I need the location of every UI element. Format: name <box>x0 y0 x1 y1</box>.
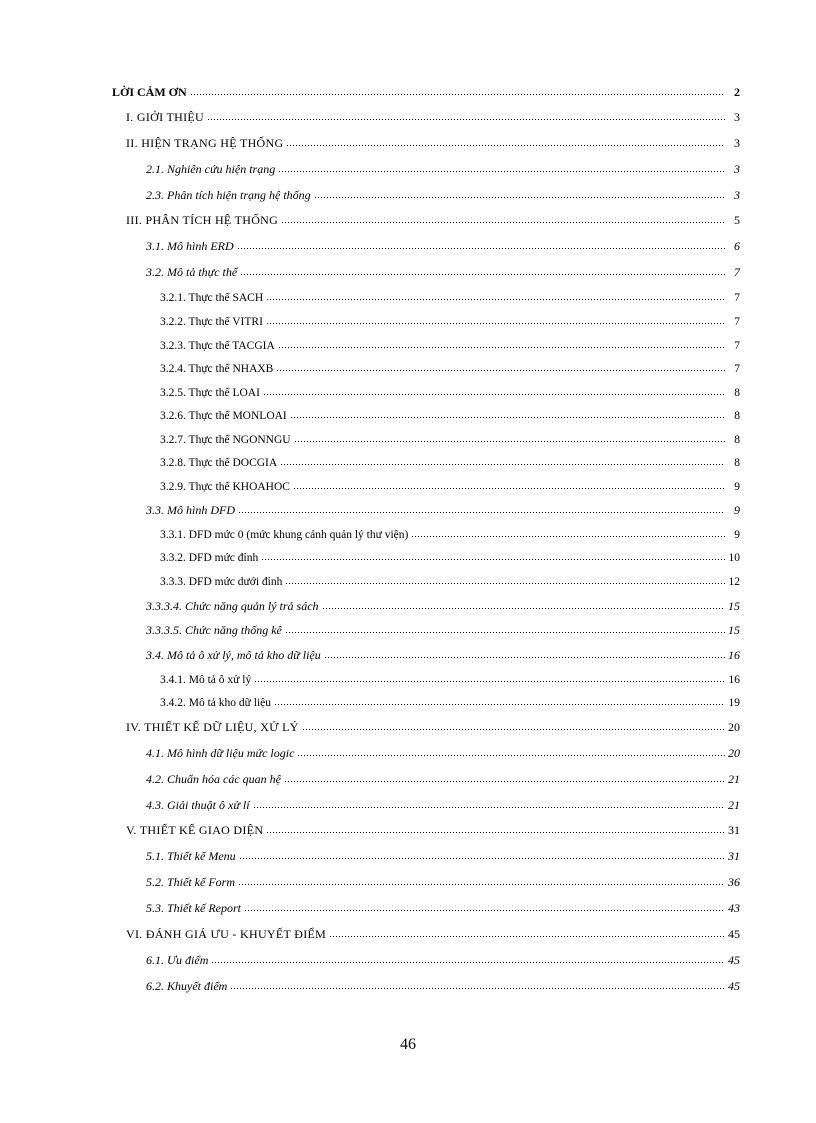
toc-entry-page: 7 <box>734 340 740 352</box>
dot-leader <box>324 648 725 660</box>
toc-entry-label: 3.3.3.4. Chức năng quản lý trả sách <box>146 599 319 613</box>
toc-entry-page: 19 <box>728 697 740 709</box>
toc-entry[interactable] <box>160 454 740 470</box>
toc-entry[interactable] <box>160 407 740 423</box>
toc-entry-page: 31 <box>728 823 740 837</box>
dot-leader <box>284 772 725 784</box>
toc-entry-label: LỜI CẢM ƠN <box>112 85 187 99</box>
toc-entry-label: II. HIỆN TRẠNG HỆ THỐNG <box>126 136 284 150</box>
toc-entry-label: 3.1. Mô hình ERD <box>146 239 234 253</box>
toc-entry-label: V. THIẾT KẾ GIAO DIỆN <box>126 823 264 837</box>
toc-entry-label: 3.2.9. Thực thể KHOAHOC <box>160 481 290 493</box>
dot-leader <box>230 979 725 991</box>
toc-entry[interactable] <box>126 719 740 734</box>
toc-entry[interactable] <box>126 109 740 124</box>
toc-entry-page: 9 <box>734 481 740 493</box>
toc-entry-page: 45 <box>728 979 740 993</box>
toc-entry[interactable] <box>160 478 740 494</box>
toc-entry-label: 3.3.1. DFD mức 0 (mức khung cảnh quản lý thư viện) <box>160 529 409 541</box>
toc-entry-label: 3.4.1. Mô tả ô xử lý <box>160 674 252 686</box>
dot-leader <box>207 110 725 122</box>
toc-entry[interactable] <box>126 212 740 227</box>
toc-entry[interactable] <box>146 797 740 812</box>
toc-entry-label: 3.2.2. Thực thể VITRI <box>160 316 263 328</box>
toc-entry-page: 45 <box>728 953 740 967</box>
dot-leader <box>276 361 725 373</box>
dot-leader <box>240 265 725 277</box>
toc-entry[interactable] <box>146 161 740 176</box>
toc-entry-page: 7 <box>734 316 740 328</box>
dot-leader <box>286 136 725 148</box>
toc-entry[interactable] <box>160 289 740 305</box>
toc-entry-page: 36 <box>728 875 740 889</box>
toc-entry[interactable] <box>146 745 740 760</box>
toc-entry[interactable] <box>146 502 740 517</box>
toc-entry-label: 6.2. Khuyết điểm <box>146 979 228 993</box>
toc-entry-page: 43 <box>728 901 740 915</box>
toc-entry-label: 3.4. Mô tả ô xử lý, mô tả kho dữ liệu <box>146 648 321 662</box>
dot-leader <box>266 314 725 326</box>
toc-entry-page: 3 <box>734 188 740 202</box>
dot-leader <box>290 408 725 420</box>
dot-leader <box>239 849 725 861</box>
toc-entry[interactable] <box>146 187 740 202</box>
toc-entry[interactable] <box>126 135 740 150</box>
dot-leader <box>190 85 725 97</box>
toc-entry[interactable] <box>160 313 740 329</box>
toc-entry[interactable] <box>146 900 740 915</box>
toc-entry-label: 3.2. Mô tả thực thể <box>146 265 238 279</box>
dot-leader <box>278 338 725 350</box>
toc-entry-label: 5.3. Thiết kế Report <box>146 901 241 915</box>
toc-entry-page: 3 <box>734 136 740 150</box>
toc-entry-page: 20 <box>728 720 740 734</box>
toc-entry-page: 10 <box>728 552 740 564</box>
dot-leader <box>294 432 725 444</box>
dot-leader <box>314 188 725 200</box>
toc-entry-page: 7 <box>734 363 740 375</box>
toc-entry-label: IV. THIẾT KẾ DỮ LIỆU, XỬ LÝ <box>126 720 299 734</box>
toc-entry-label: 3.3.3. DFD mức dưới đỉnh <box>160 576 283 588</box>
toc-entry-page: 12 <box>728 576 740 588</box>
toc-entry-label: 3.3.3.5. Chức năng thống kê <box>146 623 282 637</box>
toc-entry[interactable] <box>160 384 740 400</box>
toc-entry-page: 7 <box>734 292 740 304</box>
toc-entry-page: 3 <box>734 162 740 176</box>
toc-entry-label: 2.3. Phân tích hiện trạng hệ thống <box>146 188 311 202</box>
toc-entry[interactable] <box>146 622 740 637</box>
toc-entry-label: 3.2.6. Thực thể MONLOAI <box>160 410 287 422</box>
toc-entry[interactable] <box>146 598 740 613</box>
toc-entry[interactable] <box>126 822 740 837</box>
toc-entry[interactable] <box>146 874 740 889</box>
toc-entry-page: 8 <box>734 387 740 399</box>
toc-entry-label: 4.3. Giải thuật ô xử lí <box>146 798 250 812</box>
toc-entry-label: 3.3. Mô hình DFD <box>146 503 235 517</box>
toc-entry[interactable] <box>160 573 740 589</box>
dot-leader <box>244 901 725 913</box>
toc-entry-page: 5 <box>734 213 740 227</box>
dot-leader <box>238 503 725 515</box>
toc-entry-page: 20 <box>728 746 740 760</box>
dot-leader <box>254 672 725 684</box>
toc-entry-page: 8 <box>734 434 740 446</box>
dot-leader <box>285 623 725 635</box>
toc-entry-page: 9 <box>734 529 740 541</box>
toc-entry[interactable] <box>146 771 740 786</box>
toc-entry[interactable] <box>160 549 740 565</box>
toc-entry-label: VI. ĐÁNH GIÁ ƯU - KHUYẾT ĐIỂM <box>126 927 327 941</box>
dot-leader <box>253 798 725 810</box>
toc-entry-page: 7 <box>734 265 740 279</box>
toc-entry-label: 6.1. Ưu điểm <box>146 953 209 967</box>
dot-leader <box>211 953 725 965</box>
toc-entry-label: 3.2.4. Thực thể NHAXB <box>160 363 274 375</box>
toc-entry-label: 3.2.8. Thực thể DOCGIA <box>160 457 278 469</box>
toc-entry-page: 6 <box>734 239 740 253</box>
toc-entry[interactable] <box>160 337 740 353</box>
toc-entry-label: 3.2.7. Thực thể NGONNGU <box>160 434 291 446</box>
toc-entry-page: 8 <box>734 410 740 422</box>
dot-leader <box>297 746 725 758</box>
toc-entry-label: 4.2. Chuẩn hóa các quan hệ <box>146 772 281 786</box>
dot-leader <box>274 695 725 707</box>
toc-entry-label: 3.4.2. Mô tả kho dữ liệu <box>160 697 272 709</box>
toc-entry-label: 3.2.5. Thực thể LOAI <box>160 387 260 399</box>
toc-entry-page: 15 <box>728 599 740 613</box>
dot-leader <box>266 823 725 835</box>
toc-entry[interactable] <box>160 360 740 376</box>
toc-entry-label: 3.2.1. Thực thể SACH <box>160 292 264 304</box>
dot-leader <box>329 927 725 939</box>
dot-leader <box>280 455 725 467</box>
dot-leader <box>293 479 725 491</box>
toc-entry[interactable] <box>126 926 740 941</box>
toc-entry-page: 16 <box>728 648 740 662</box>
dot-leader <box>322 599 725 611</box>
toc-entry-label: III. PHÂN TÍCH HỆ THỐNG <box>126 213 279 227</box>
dot-leader <box>411 527 725 539</box>
dot-leader <box>237 239 725 251</box>
toc-entry-page: 45 <box>728 927 740 941</box>
dot-leader <box>263 385 725 397</box>
toc-entry[interactable] <box>146 978 740 993</box>
toc-entry-label: 5.2. Thiết kế Form <box>146 875 235 889</box>
toc-entry-label: 3.3.2. DFD mức đỉnh <box>160 552 259 564</box>
toc-entry-label: 2.1. Nghiên cứu hiện trạng <box>146 162 276 176</box>
dot-leader <box>285 574 725 586</box>
toc-entry-page: 21 <box>728 772 740 786</box>
toc-entry-page: 3 <box>734 110 740 124</box>
toc-entry-page: 9 <box>734 503 740 517</box>
dot-leader <box>302 720 725 732</box>
toc-entry[interactable] <box>146 238 740 253</box>
toc-entry-page: 16 <box>728 674 740 686</box>
dot-leader <box>281 213 725 225</box>
toc-entry-label: 4.1. Mô hình dữ liệu mức logic <box>146 746 295 760</box>
toc-entry-page: 21 <box>728 798 740 812</box>
toc-entry-page: 8 <box>734 457 740 469</box>
toc-entry[interactable] <box>112 84 740 99</box>
toc-entry-label: 3.2.3. Thực thể TACGIA <box>160 340 275 352</box>
toc-entry-page: 15 <box>728 623 740 637</box>
toc-entry[interactable] <box>146 647 740 662</box>
toc-entry[interactable] <box>146 848 740 863</box>
dot-leader <box>238 875 725 887</box>
page-number: 46 <box>400 1036 416 1053</box>
toc-entry[interactable] <box>160 431 740 447</box>
toc-entry[interactable] <box>146 264 740 279</box>
toc-entry-page: 2 <box>734 85 740 99</box>
toc-entry[interactable] <box>160 671 740 687</box>
toc-entry[interactable] <box>146 952 740 967</box>
toc-entry-label: I. GIỚI THIỆU <box>126 110 204 124</box>
dot-leader <box>261 550 725 562</box>
toc-entry[interactable] <box>160 694 740 710</box>
toc-entry-page: 31 <box>728 849 740 863</box>
dot-leader <box>278 162 725 174</box>
toc-entry-label: 5.1. Thiết kế Menu <box>146 849 236 863</box>
toc-entry[interactable] <box>160 526 740 542</box>
dot-leader <box>266 290 725 302</box>
